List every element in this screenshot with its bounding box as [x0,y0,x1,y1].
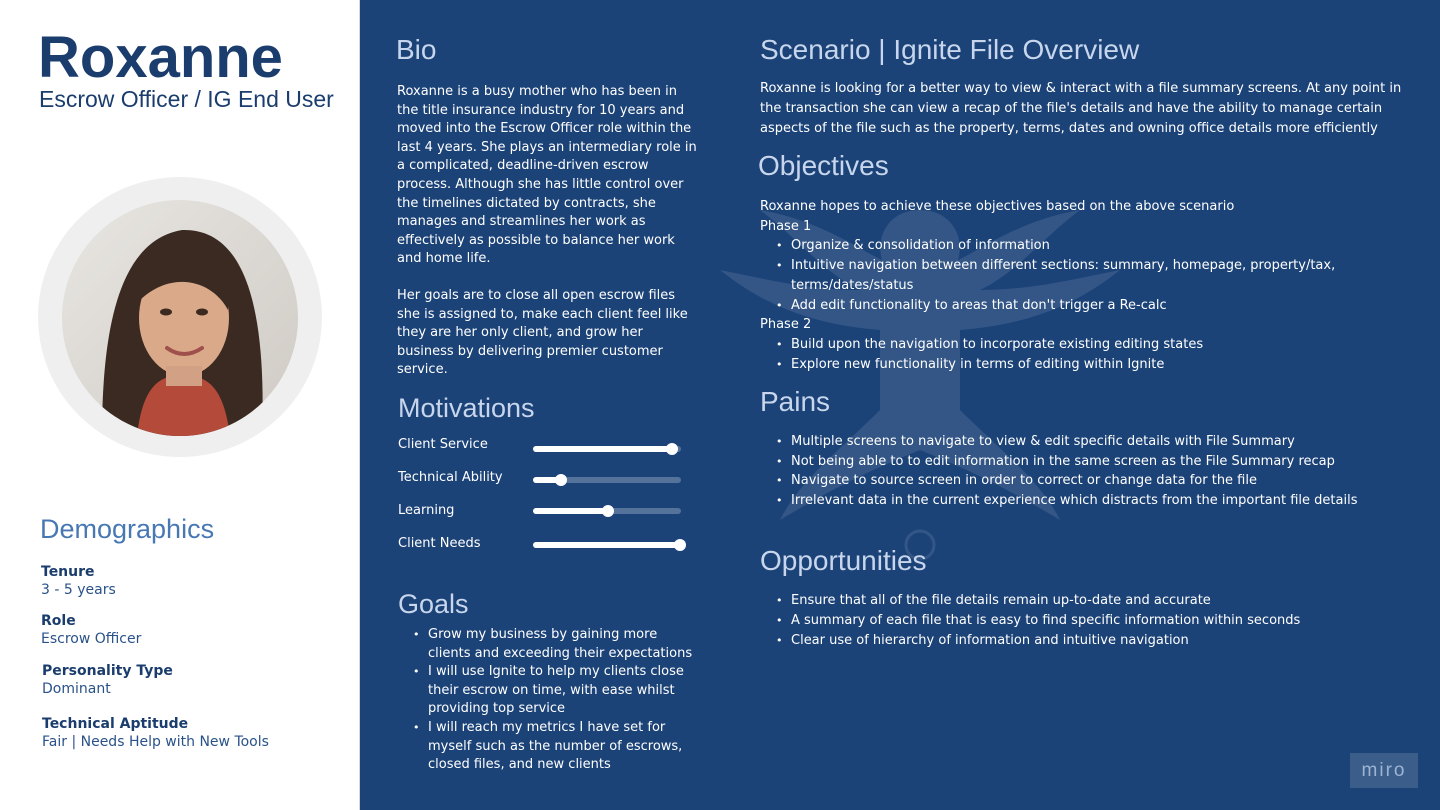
objectives-intro: Roxanne hopes to achieve these objectives based on the above scenario [760,199,1235,214]
pain-item: • Multiple screens to navigate to view & edit specific details with File Summary [760,432,1380,452]
bio-line: moved into the Escrow Officer role within the [397,121,692,137]
bio-line: she is assigned to, make each client feel like [397,306,688,322]
motivation-slider-client-needs [533,542,681,548]
goal-line: clients and exceeding their expectations [428,645,693,661]
motivation-label: Client Service [398,437,488,452]
goal-item [397,663,697,719]
motivation-label: Technical Ability [398,470,503,485]
pains-list [760,432,1380,511]
goal-line: their escrow on time, with ease whilst [428,682,675,698]
motivation-slider-technical-ability [533,477,681,483]
bio-line: effectively as possible to balance her work [397,232,675,248]
demo-label: Personality Type [42,663,173,679]
demo-role [41,612,141,648]
objective-item: • Add edit functionality to areas that don't trigger a Re-calc [760,296,1360,316]
persona-panel [0,0,360,810]
bio-text [397,83,697,380]
slider-fill [533,508,608,514]
bio-paragraph-1 [397,83,697,269]
goals-heading: Goals [398,589,469,619]
motivation-slider-client-service [533,446,681,452]
demo-value: Fair | Needs Help with New Tools [42,734,269,750]
goals-list [397,626,697,775]
demographics-heading: Demographics [40,514,215,544]
phase-1-label: Phase 1 [760,218,812,234]
slider-fill [533,542,680,548]
avatar [62,200,298,436]
motivation-slider-learning [533,508,681,514]
goal-line: closed files, and new clients [428,757,611,773]
demo-value: 3 - 5 years [41,582,116,598]
opportunity-item: • Ensure that all of the file details remain up-to-date and accurate [760,591,1380,611]
bio-line: Roxanne is a busy mother who has been in [397,84,677,99]
objective-item: • Intuitive navigation between different sections: summary, homepage, property/tax, terms/dates/status [760,256,1360,295]
goal-item [397,719,697,775]
opportunities-list [760,591,1380,651]
opportunity-item: • Clear use of hierarchy of information and intuitive navigation [760,631,1380,651]
scenario-line: aspects of the file such as the property, terms, dates and owning office details more efficiently [760,121,1378,136]
demo-label: Role [41,613,76,629]
scenario-line: Roxanne is looking for a better way to view & interact with a file summary screens. At any point in [760,81,1402,96]
bio-heading: Bio [396,34,437,65]
pain-item: • Navigate to source screen in order to correct or change data for the file [760,471,1380,491]
bio-paragraph-2 [397,287,697,380]
bio-line: service. [397,362,448,378]
opportunities-heading: Opportunities [760,545,927,576]
bio-line: they are her only client, and grow her [397,325,643,341]
goal-line: providing top service [428,701,566,717]
slider-knob [555,474,567,486]
pain-item: • Irrelevant data in the current experience which distracts from the important file details [760,491,1380,511]
bio-line: a complicated, deadline-driven escrow [397,158,649,174]
slider-knob [674,539,686,551]
demo-label: Tenure [41,564,95,580]
motivation-label: Learning [398,503,455,518]
scenario-line: the transaction she can view a recap of the file's details and have the ability to manage certain [760,101,1383,116]
pains-heading: Pains [760,386,831,417]
persona-name: Roxanne [38,25,283,90]
bio-line: the title insurance industry for 10 years and [397,102,685,118]
objectives-text [760,197,1360,374]
scenario-heading: Scenario | Ignite File Overview [760,34,1140,65]
bio-line: business by delivering premier customer [397,343,663,359]
goal-line: • Grow my business by gaining more [428,627,658,642]
slider-knob [666,443,678,455]
bio-line: and home life. [397,251,491,267]
miro-badge[interactable]: miro [1350,753,1418,788]
demo-label: Technical Aptitude [42,716,189,732]
goal-line: myself such as the number of escrows, [428,738,683,754]
bio-line: Her goals are to close all open escrow files [397,287,676,303]
objective-item: • Organize & consolidation of information [760,236,1360,256]
bio-line: the timelines dictated by contracts, she [397,195,656,211]
slider-fill [533,446,672,452]
demo-tenure [41,563,116,599]
motivation-label: Client Needs [398,536,481,551]
objective-item: • Build upon the navigation to incorporate existing editing states [760,335,1360,355]
demo-technical-aptitude [42,715,269,751]
avatar-photo [62,200,298,436]
objective-item: • Explore new functionality in terms of editing within Ignite [760,355,1360,375]
demo-value: Dominant [42,681,111,697]
goal-item [397,626,697,663]
persona-role-title: Escrow Officer / IG End User [39,86,334,112]
goal-line: • I will use Ignite to help my clients close [428,664,684,680]
pain-item: • Not being able to to edit information in the same screen as the File Summary recap [760,452,1380,472]
phase-2-label: Phase 2 [760,317,812,333]
bio-line: process. Although she has little control over [397,176,684,192]
bio-line: manages and streamlines her work as [397,214,646,230]
objectives-heading: Objectives [758,150,889,181]
demo-value: Escrow Officer [41,631,142,647]
bio-line: last 4 years. She plays an intermediary role in [397,139,697,155]
motivations-heading: Motivations [398,393,535,423]
scenario-text [760,79,1410,139]
opportunity-item: • A summary of each file that is easy to find specific information within seconds [760,611,1380,631]
demo-personality [42,662,173,698]
goal-line: • I will reach my metrics I have set for [428,719,666,735]
